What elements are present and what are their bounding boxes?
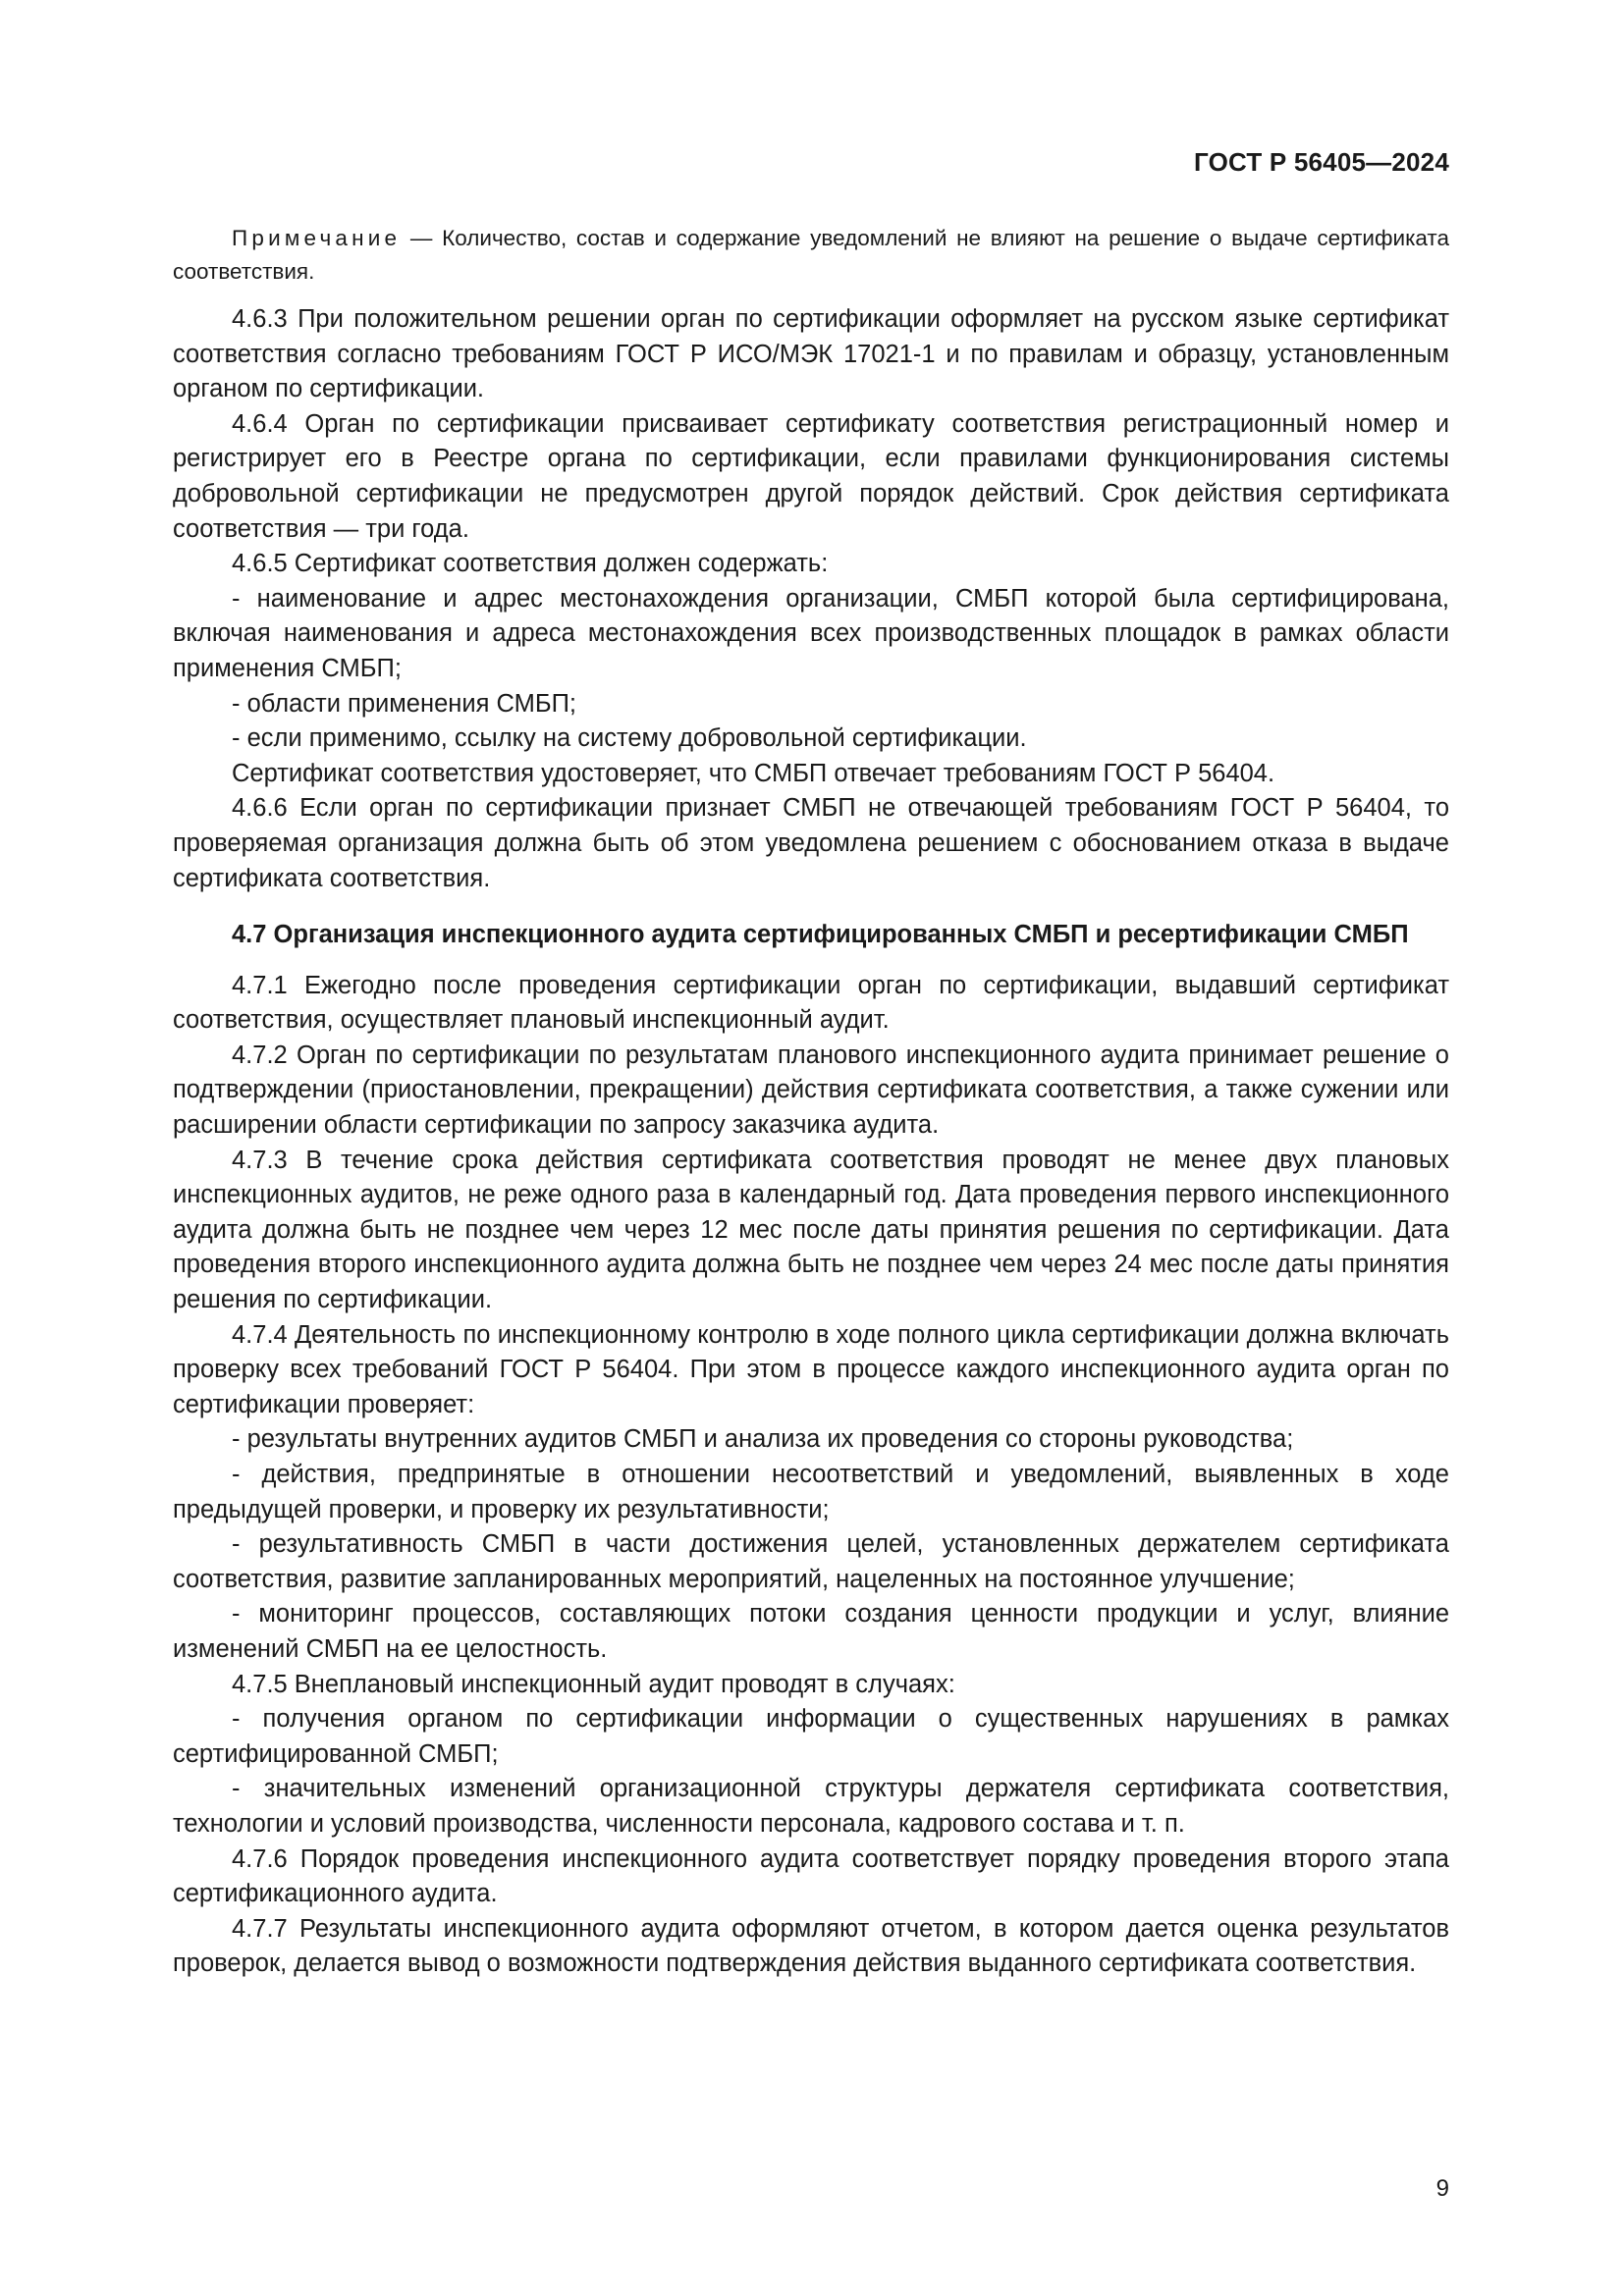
paragraph-4-7-6: 4.7.6 Порядок проведения инспекционного аудита соответствует порядку проведения второго этапа сертификационного аудита. bbox=[173, 1844, 1449, 1908]
list-item: - получения органом по сертификации информации о существенных нарушениях в рамках сертифицированной СМБП; bbox=[173, 1705, 1449, 1768]
list-item: - наименование и адрес местонахождения организации, СМБП которой была сертифицирована, включая наименования и адреса местонахождения всех производственных площадок в рамках области применения СМБП; bbox=[173, 584, 1449, 682]
list-item: - если применимо, ссылку на систему добровольной сертификации. bbox=[232, 724, 1027, 753]
paragraph-4-6-5: 4.6.5 Сертификат соответствия должен содержать: bbox=[232, 550, 829, 578]
paragraph-4-7-1: 4.7.1 Ежегодно после проведения сертификации орган по сертификации, выдавший сертификат соответствия, осуществляет плановый инспекционный аудит. bbox=[173, 971, 1449, 1035]
paragraph-4-6-6: 4.6.6 Если орган по сертификации признает СМБП не отвечающей требованиям ГОСТ Р 56404, то проверяемая организация должна быть об этом уведомлена решением с обоснованием отказа в выдаче сертификата соответствия. bbox=[173, 794, 1449, 892]
note-label: Примечание bbox=[232, 226, 402, 250]
document-body bbox=[173, 222, 1449, 1982]
list-item: - мониторинг процессов, составляющих потоки создания ценности продукции и услуг, влияние изменений СМБП на ее целостность. bbox=[173, 1600, 1449, 1663]
document-code: ГОСТ Р 56405—2024 bbox=[1194, 147, 1449, 177]
note-text: — Количество, состав и содержание уведомлений не влияют на решение о выдаче сертификата соответствия. bbox=[173, 226, 1449, 284]
paragraph-4-7-3: 4.7.3 В течение срока действия сертификата соответствия проводят не менее двух плановых инспекционных аудитов, не реже одного раза в календарный год. Дата проведения первого инспекционного аудита должна быть не позднее чем через 12 мес после даты принятия решения по сертификации. Дата проведения второго инспекционного аудита должна быть не позднее чем через 24 мес после даты принятия решения по сертификации. bbox=[173, 1146, 1449, 1314]
paragraph-4-6-3: 4.6.3 При положительном решении орган по сертификации оформляет на русском языке сертификат соответствия согласно требованиям ГОСТ Р ИСО/МЭК 17021-1 и по правилам и образцу, установленным органом по сертификации. bbox=[173, 305, 1449, 403]
note-paragraph bbox=[173, 222, 1449, 289]
list-item: - действия, предпринятые в отношении несоответствий и уведомлений, выявленных в ходе предыдущей проверки, и проверку их результативности; bbox=[173, 1461, 1449, 1523]
paragraph-certificate-statement: Сертификат соответствия удостоверяет, что СМБП отвечает требованиям ГОСТ Р 56404. bbox=[232, 759, 1275, 787]
page-number: 9 bbox=[1435, 2175, 1449, 2202]
list-item: - результативность СМБП в части достижения целей, установленных держателем сертификата соответствия, развитие запланированных мероприятий, нацеленных на постоянное улучшение; bbox=[173, 1530, 1449, 1593]
paragraph-4-7-5: 4.7.5 Внеплановый инспекционный аудит проводят в случаях: bbox=[232, 1670, 955, 1698]
paragraph-4-7-4: 4.7.4 Деятельность по инспекционному контролю в ходе полного цикла сертификации должна включать проверку всех требований ГОСТ Р 56404. При этом в процессе каждого инспекционного аудита орган по сертификации проверяет: bbox=[173, 1320, 1449, 1418]
paragraph-4-7-2: 4.7.2 Орган по сертификации по результатам планового инспекционного аудита принимает решение о подтверждении (приостановлении, прекращении) действия сертификата соответствия, а также сужении или расширении области сертификации по запросу заказчика аудита. bbox=[173, 1041, 1449, 1140]
paragraph-4-6-4: 4.6.4 Орган по сертификации присваивает сертификату соответствия регистрационный номер и регистрирует его в Реестре органа по сертификации, если правилами функционирования системы добровольной сертификации не предусмотрен другой порядок действий. Срок действия сертификата соответствия — три года. bbox=[173, 409, 1449, 543]
list-item: - значительных изменений организационной структуры держателя сертификата соответствия, технологии и условий производства, численности персонала, кадрового состава и т. п. bbox=[173, 1775, 1449, 1838]
list-item: - области применения СМБП; bbox=[232, 689, 576, 718]
list-item: - результаты внутренних аудитов СМБП и анализа их проведения со стороны руководства; bbox=[232, 1425, 1294, 1454]
section-heading-4-7: 4.7 Организация инспекционного аудита сертифицированных СМБП и ресертификации СМБП bbox=[232, 921, 1409, 949]
paragraph-4-7-7: 4.7.7 Результаты инспекционного аудита оформляют отчетом, в котором дается оценка результатов проверок, делается вывод о возможности подтверждения действия выданного сертификата соответствия. bbox=[173, 1914, 1449, 1978]
